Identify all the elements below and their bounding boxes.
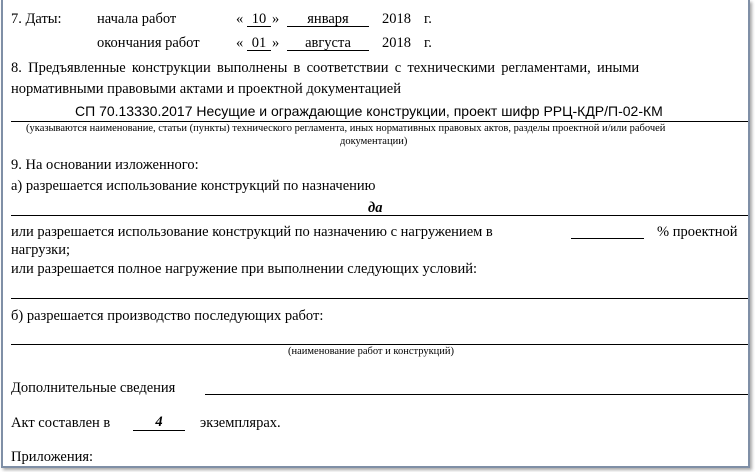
end-month-field[interactable]: августа: [287, 36, 369, 51]
start-quote-open: «: [236, 11, 244, 27]
regulations-note-line1: (указываются наименование, статьи (пункты) технического регламента, иных нормативных правовых актов, разделы проектной и/или рабочей: [26, 123, 666, 134]
use-permission-underline: [11, 215, 748, 216]
start-day-field[interactable]: 10: [247, 12, 271, 27]
end-quote-open: «: [236, 35, 244, 51]
full-load-conditions-label: или разрешается полное нагружение при выполнении следующих условий:: [11, 261, 478, 277]
next-works-label: б) разрешается производство последующих работ:: [11, 308, 324, 324]
full-load-conditions-field[interactable]: [11, 298, 748, 299]
use-permission-value[interactable]: да: [368, 200, 383, 216]
end-year: 2018: [382, 35, 411, 51]
load-percent-field[interactable]: [571, 238, 644, 239]
end-date-label: окончания работ: [97, 35, 200, 51]
additional-info-field[interactable]: [205, 394, 748, 395]
start-year: 2018: [382, 11, 411, 27]
end-quote-close: »: [272, 35, 280, 51]
dates-label: 7. Даты:: [11, 11, 62, 27]
act-copies-count[interactable]: 4: [133, 415, 185, 431]
end-year-suffix: г.: [424, 35, 432, 51]
load-permission-line1: или разрешается использование конструкций по назначению с нагружением в: [11, 224, 493, 240]
load-percent-suffix: % проектной: [657, 224, 738, 240]
next-works-field[interactable]: [11, 344, 748, 345]
section9-title: 9. На основании изложенного:: [11, 157, 199, 173]
next-works-note: (наименование работ и конструкций): [288, 346, 455, 357]
additional-info-label: Дополнительные сведения: [11, 380, 176, 396]
end-day-field[interactable]: 01: [247, 36, 271, 51]
load-permission-line2: нагрузки;: [11, 242, 71, 258]
start-year-suffix: г.: [424, 11, 432, 27]
regulations-value[interactable]: СП 70.13330.2017 Несущие и ограждающие конструкции, проект шифр РРЦ-КДР/П-02-КМ: [75, 103, 663, 119]
section8-line2: нормативными правовыми актами и проектной документацией: [11, 81, 401, 97]
act-copies-prefix: Акт составлен в: [11, 415, 111, 431]
start-date-label: начала работ: [97, 11, 177, 27]
start-quote-close: »: [272, 11, 280, 27]
attachments-label: Приложения:: [11, 449, 94, 465]
act-copies-suffix: экземплярах.: [200, 415, 281, 431]
regulations-note-line2: документации): [340, 136, 408, 147]
use-permission-label: а) разрешается использование конструкций по назначению: [11, 178, 376, 194]
start-month-field[interactable]: января: [287, 12, 369, 27]
regulations-underline: [11, 121, 748, 122]
section8-line1: 8. Предъявленные конструкции выполнены в соответствии с техническими регламентами, иными: [11, 60, 640, 76]
